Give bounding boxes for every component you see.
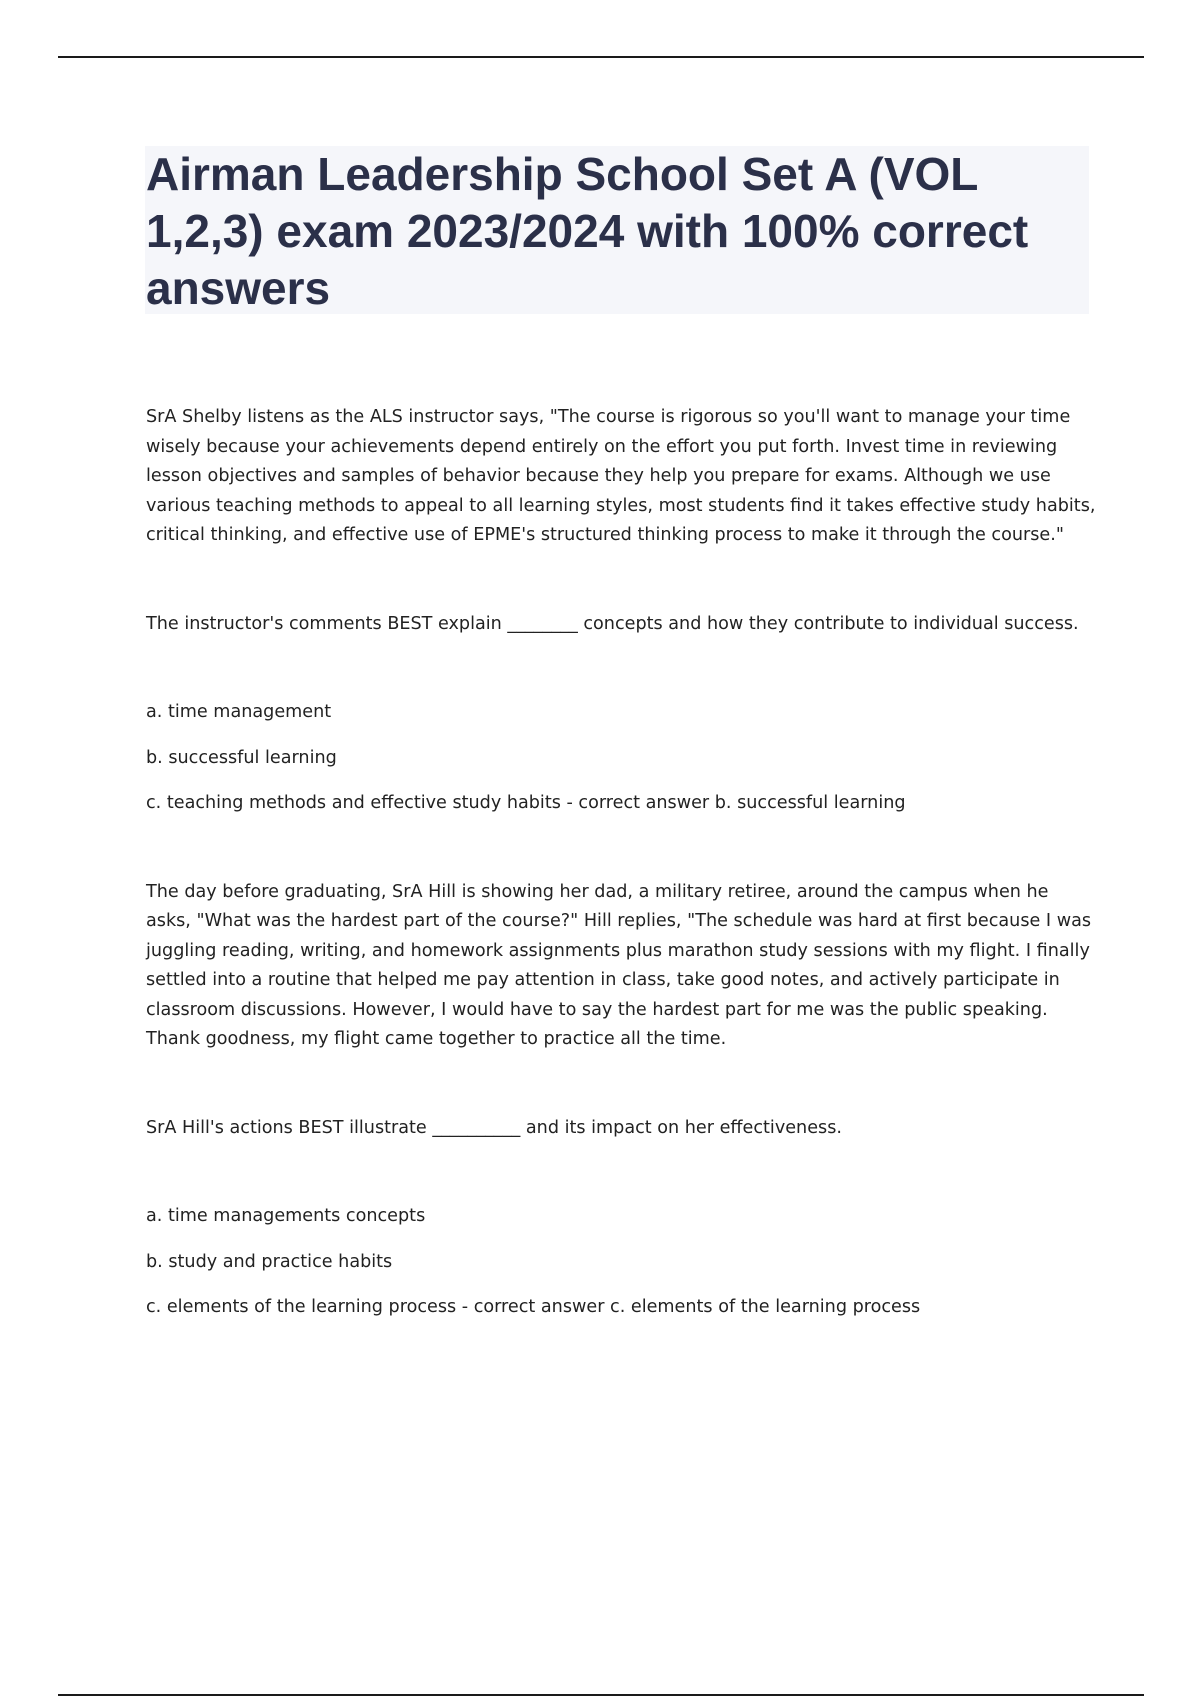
answer-option-a: a. time managements concepts	[146, 1206, 426, 1226]
question-passage: SrA Shelby listens as the ALS instructor says, "The course is rigorous so you'll want to manage your time wisely because your achievements depend entirely on the effort you put forth. Invest time in reviewing lesson objectives and samples of behavior because they help you prepare for exams. Although we use various teaching methods to appeal to all learning styles, most students find it takes effective study habits, critical thinking, and effective use of EPME's structured thinking process to make it through the course."	[146, 407, 1096, 545]
answer-option-c: c. teaching methods and effective study habits - correct answer b. successful learning	[146, 793, 906, 813]
question-passage: The day before graduating, SrA Hill is showing her dad, a military retiree, around the campus when he asks, "What was the hardest part of the course?" Hill replies, "The schedule was hard at first because I was juggling reading, writing, and homework assignments plus marathon study sessions with my flight. I finally settled into a routine that helped me pay attention in class, take good notes, and actively participate in classroom discussions. However, I would have to say the hardest part for me was the public speaking. Thank goodness, my flight came together to practice all the time.	[146, 881, 1092, 1049]
answer-option-b: b. successful learning	[146, 747, 337, 768]
question-block-2	[146, 878, 1096, 1323]
answer-option-b: b. study and practice habits	[146, 1251, 393, 1272]
answer-option-a: a. time management	[146, 702, 332, 722]
header-rule	[58, 56, 1144, 58]
document-title: Airman Leadership School Set A (VOL 1,2,3) exam 2023/2024 with 100% correct answers	[146, 148, 1029, 314]
answer-option-c: c. elements of the learning process - correct answer c. elements of the learning process	[146, 1297, 921, 1317]
footer-rule	[58, 1694, 1144, 1696]
document-body	[146, 403, 1096, 1339]
question-prompt: The instructor's comments BEST explain ________ concepts and how they contribute to individual success.	[146, 613, 1079, 634]
question-prompt: SrA Hill's actions BEST illustrate __________ and its impact on her effectiveness.	[146, 1117, 842, 1138]
question-block-1	[146, 403, 1096, 819]
